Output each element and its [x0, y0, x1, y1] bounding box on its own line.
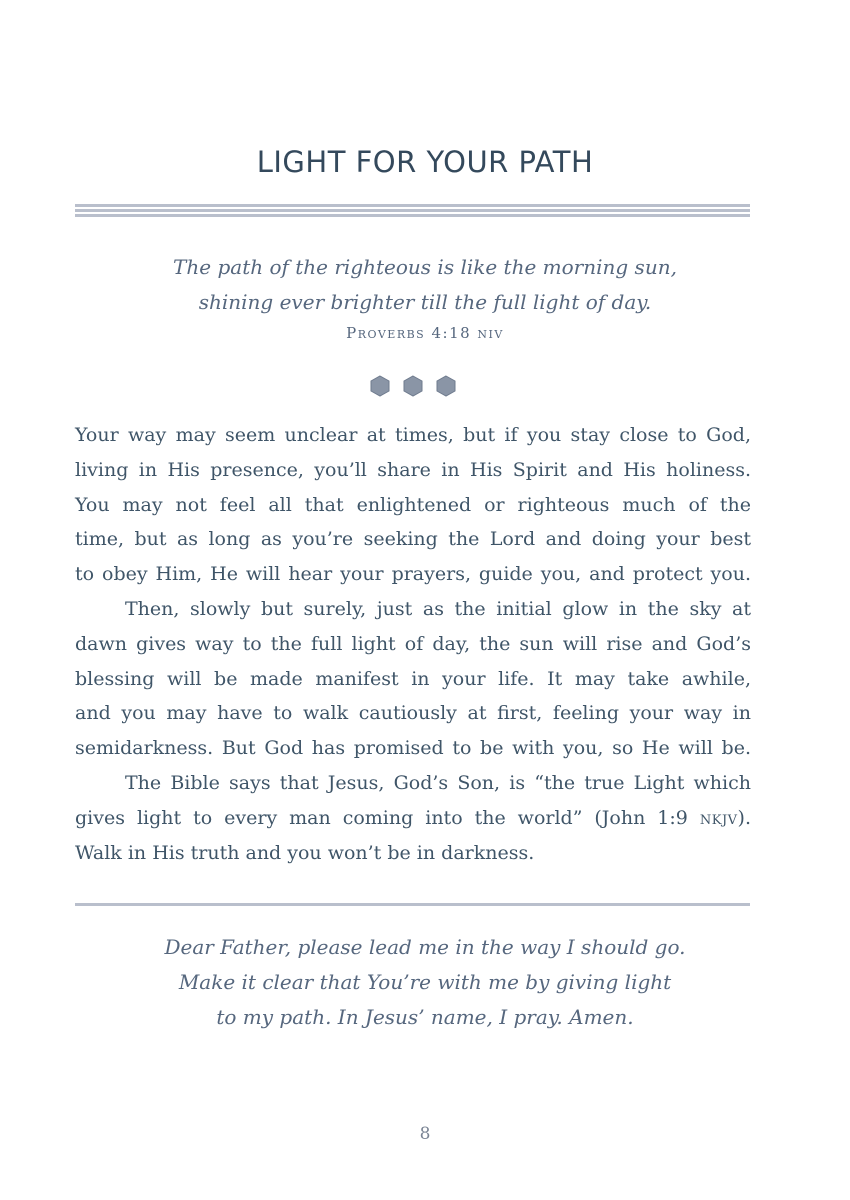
divider-line [75, 204, 750, 207]
hexagon-ornament [365, 374, 465, 398]
page-title: LIGHT FOR YOUR PATH [256, 145, 594, 179]
body-line: You may not feel all that enlightened or righteous much of the [75, 493, 751, 516]
prayer-divider [75, 903, 750, 906]
verse-line: shining ever brighter till the full light of day. [198, 290, 652, 314]
scripture-verse [0, 250, 850, 320]
divider-line [75, 209, 750, 212]
body-line: Then, slowly but surely, just as the initial glow in the sky at [125, 597, 751, 620]
bible-version: nkjv [699, 806, 738, 829]
body-line: Walk in His truth and you won’t be in darkness. [75, 841, 535, 864]
body-line: The Bible says that Jesus, God’s Son, is “the true Light which [125, 771, 751, 794]
hexagon-icon [404, 376, 422, 396]
body-line: dawn gives way to the full light of day, the sun will rise and God’s [75, 632, 751, 655]
body-line: and you may have to walk cautiously at first, feeling your way in [75, 702, 751, 725]
page-number: 8 [419, 1124, 431, 1144]
prayer-line: Make it clear that You’re with me by giving light [178, 970, 672, 994]
body-line: Your way may seem unclear at times, but if you stay close to God, [75, 424, 751, 446]
body-line: to obey Him, He will hear your prayers, guide you, and protect you. [75, 563, 751, 586]
hexagon-icon [371, 376, 389, 396]
hexagon-icon [437, 376, 455, 396]
body-text-segment: gives light to every man coming into the world” (John 1:9 [75, 806, 700, 829]
verse-reference: Proverbs 4:18 niv [346, 324, 504, 342]
prayer-line: Dear Father, please lead me in the way I should go. [164, 935, 686, 959]
verse-line: The path of the righteous is like the morning sun, [173, 255, 677, 279]
body-line: living in His presence, you’ll share in His Spirit and His holiness. [75, 458, 751, 481]
body-line: time, but as long as you’re seeking the Lord and doing your best [75, 528, 751, 551]
closing-prayer [0, 930, 850, 1035]
prayer-line: to my path. In Jesus’ name, I pray. Amen. [216, 1005, 634, 1029]
title-divider [75, 204, 750, 220]
body-line: blessing will be made manifest in your life. It may take awhile, [75, 667, 751, 690]
divider-line [75, 214, 750, 217]
body-line [75, 801, 751, 836]
body-line: semidarkness. But God has promised to be with you, so He will be. [75, 737, 751, 760]
body-text-segment: ). [737, 806, 751, 829]
devotional-body [75, 418, 751, 870]
